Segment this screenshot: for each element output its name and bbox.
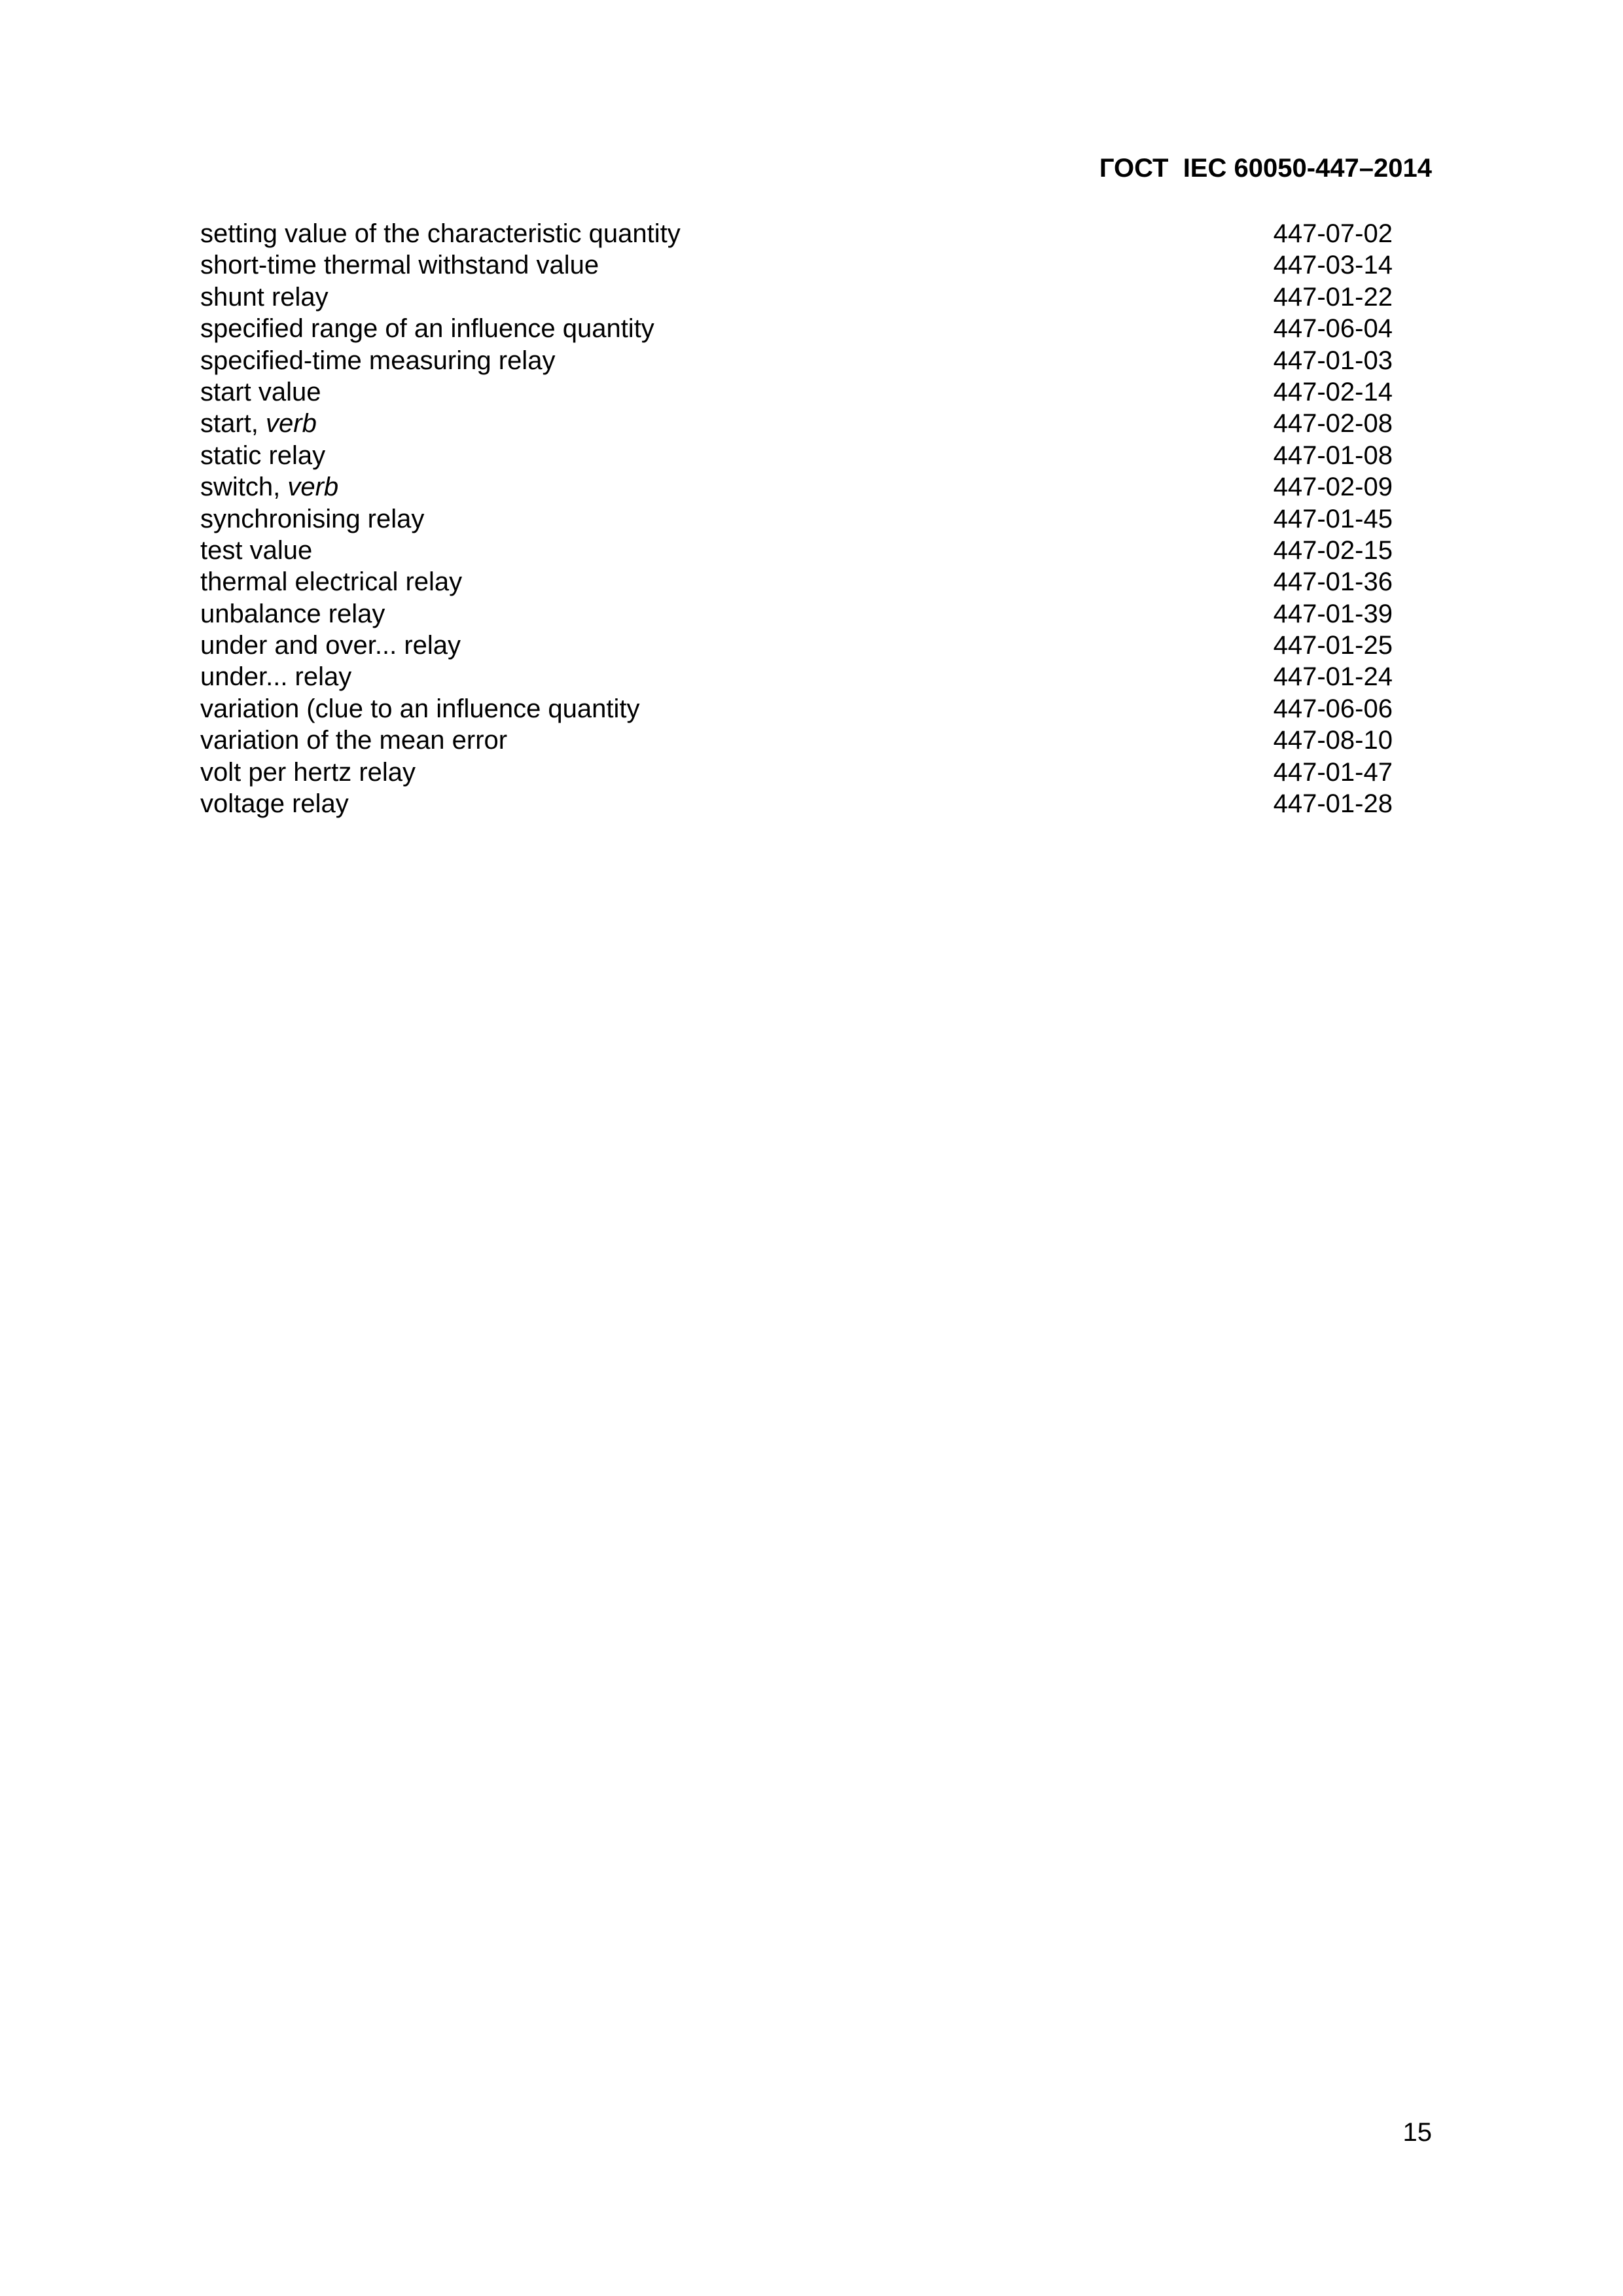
page-number: 15 (1402, 2118, 1432, 2147)
index-term (200, 313, 654, 344)
index-term (200, 725, 507, 756)
index-reference-number: 447-07-02 (1273, 219, 1393, 248)
index-term-note: verb (287, 473, 339, 502)
index-reference-number: 447-02-09 (1273, 473, 1393, 502)
index-term (200, 376, 321, 408)
index-entry (200, 725, 1393, 756)
index-reference-number: 447-01-47 (1273, 757, 1393, 787)
index-term-text: switch, (200, 473, 288, 502)
index-reference-number: 447-02-15 (1273, 535, 1393, 565)
index-entry (200, 693, 1393, 725)
index-term-text: variation (clue to an influence quantity (200, 694, 640, 723)
index-term (200, 566, 462, 598)
index-entry (200, 281, 1393, 313)
index-term (200, 345, 555, 376)
index-reference-number: 447-01-03 (1273, 346, 1393, 375)
index-term-text: under... relay (200, 662, 352, 692)
index-term (200, 408, 317, 439)
index-entry (200, 598, 1393, 630)
index-term (200, 440, 325, 471)
index-reference-number: 447-01-45 (1273, 504, 1393, 533)
standard-id-header: ГОСТ IEC 60050-447–2014 (1099, 154, 1432, 183)
index-term-text: start value (200, 377, 321, 406)
index-term-text: synchronising relay (200, 504, 425, 533)
index-term-text: variation of the mean error (200, 726, 508, 755)
index-term-text: static relay (200, 440, 326, 470)
index-term-text: voltage relay (200, 789, 349, 819)
index-term (200, 693, 640, 725)
index-reference-number: 447-06-06 (1273, 694, 1393, 723)
index-term (200, 630, 461, 661)
index-term-text: short-time thermal withstand value (200, 251, 599, 280)
index-term (200, 757, 416, 788)
index-entry (200, 408, 1393, 439)
index-reference-number: 447-01-39 (1273, 599, 1393, 628)
index-reference-number: 447-01-24 (1273, 662, 1393, 692)
term-index (200, 218, 1393, 819)
index-entry (200, 661, 1393, 692)
index-term (200, 661, 351, 692)
index-reference-number: 447-03-14 (1273, 251, 1393, 280)
index-entry (200, 630, 1393, 661)
index-term (200, 598, 385, 630)
index-term-text: thermal electrical relay (200, 567, 463, 597)
index-entry (200, 249, 1393, 281)
index-term (200, 249, 599, 281)
index-entry (200, 757, 1393, 788)
index-entry (200, 503, 1393, 535)
index-term-note: verb (266, 409, 317, 439)
index-entry (200, 471, 1393, 503)
index-term-text: specified-time measuring relay (200, 346, 556, 375)
index-term-text: setting value of the characteristic quantity (200, 219, 681, 248)
index-term-text: under and over... relay (200, 631, 461, 660)
index-reference-number: 447-02-14 (1273, 377, 1393, 406)
index-term (200, 503, 424, 535)
index-term-text: shunt relay (200, 282, 329, 312)
index-entry (200, 345, 1393, 376)
index-term (200, 788, 349, 819)
index-reference-number: 447-06-04 (1273, 314, 1393, 344)
index-term-text: specified range of an influence quantity (200, 314, 654, 344)
index-entry (200, 313, 1393, 344)
index-term-text: test value (200, 535, 313, 565)
index-reference-number: 447-01-36 (1273, 567, 1393, 597)
index-reference-number: 447-08-10 (1273, 726, 1393, 755)
index-term (200, 535, 312, 566)
index-term-text: volt per hertz relay (200, 757, 416, 787)
index-reference-number: 447-01-08 (1273, 440, 1393, 470)
index-term (200, 281, 329, 313)
index-entry (200, 535, 1393, 566)
index-term (200, 471, 338, 503)
index-reference-number: 447-01-28 (1273, 789, 1393, 819)
index-term (200, 218, 681, 249)
index-entry (200, 218, 1393, 249)
index-entry (200, 788, 1393, 819)
index-term-text: unbalance relay (200, 599, 385, 628)
index-reference-number: 447-01-25 (1273, 631, 1393, 660)
index-reference-number: 447-02-08 (1273, 409, 1393, 439)
index-entry (200, 566, 1393, 598)
index-entry (200, 376, 1393, 408)
index-reference-number: 447-01-22 (1273, 282, 1393, 312)
index-entry (200, 440, 1393, 471)
index-term-text: start, (200, 409, 266, 439)
